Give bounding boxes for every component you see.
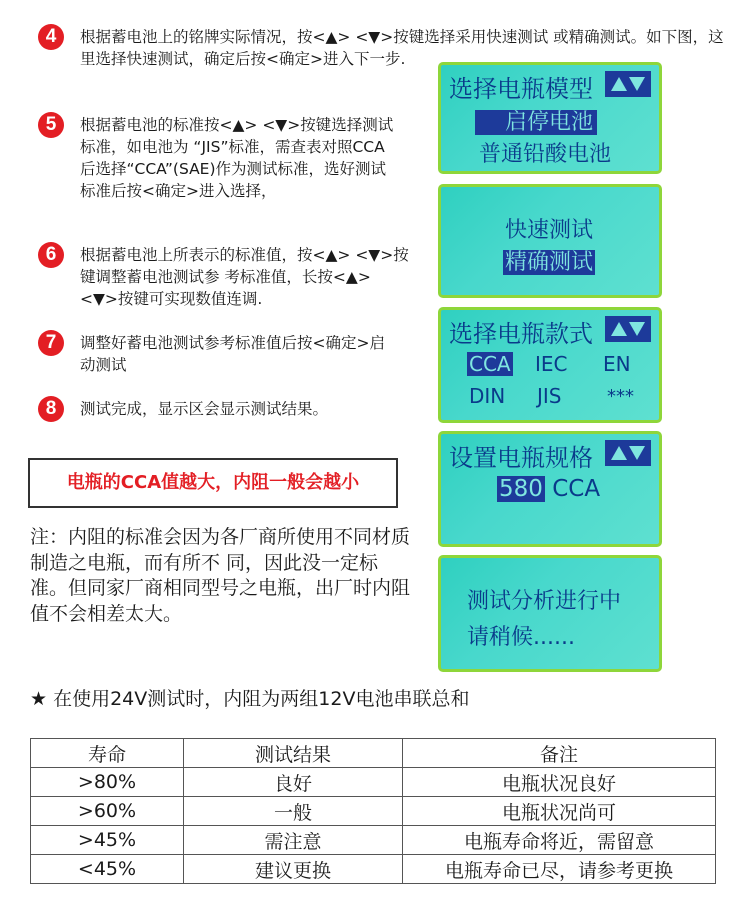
- table-header-row: [31, 739, 716, 768]
- table-cell: 电瓶寿命将近，需留意: [403, 826, 716, 855]
- step-text: 调整好蓄电池测试参考标准值后按<确定>启动测试: [80, 334, 385, 374]
- screen-title: 选择电瓶款式: [449, 320, 593, 348]
- step-text: 根据蓄电池上所表示的标准值，按<▲> <▼>按键调整蓄电池测试参 考标准值，长按<▲> <▼>按键可实现数值连调.: [80, 246, 409, 308]
- spec-unit: CCA: [552, 476, 601, 502]
- lcd-screen-standard: [438, 307, 662, 423]
- star-icon: ★: [30, 688, 48, 710]
- table-row: [31, 797, 716, 826]
- resistance-note: 注：内阻的标准会因为各厂商所使用不同材质制造之电瓶，而有所不 同，因此没一定标准。但同家厂商相同型号之电瓶，出厂时内阻值不会相差太大。: [30, 526, 411, 625]
- table-cell: 一般: [184, 797, 403, 826]
- up-down-icon: [605, 316, 651, 342]
- step-number-badge: 8: [38, 396, 64, 422]
- up-down-icon: [605, 440, 651, 466]
- spec-value: 580: [499, 476, 543, 502]
- step-number-badge: 5: [38, 112, 64, 138]
- screen-title: 选择电瓶模型: [449, 75, 593, 103]
- step-number-badge: 6: [38, 242, 64, 268]
- table-cell: >60%: [31, 797, 184, 826]
- step-text: 根据蓄电池的标准按<▲> <▼>按键选择测试标准，如电池为 “JIS”标准，需查表对照CCA后选择“CCA”(SAE)作为测试标准，选好测试 标准后按<确定>进入选择，: [80, 116, 394, 200]
- table-cell: >45%: [31, 826, 184, 855]
- table-cell: 需注意: [184, 826, 403, 855]
- step-text: 根据蓄电池上的铭牌实际情况，按<▲> <▼>按键选择采用快速测试 或精确测试。如下图，这里选择快速测试，确定后按<确定>进入下一步.: [80, 28, 724, 68]
- lcd-screen-model: [438, 62, 662, 174]
- std-cca-selected: CCA: [469, 352, 511, 376]
- result-table: [30, 738, 716, 884]
- table-cell: 电瓶状况尚可: [403, 797, 716, 826]
- std-jis: JIS: [537, 384, 562, 408]
- table-cell: 电瓶寿命已尽，请参考更换: [403, 855, 716, 884]
- lcd-screen-spec: [438, 431, 662, 547]
- table-cell: 建议更换: [184, 855, 403, 884]
- table-header: 寿命: [31, 739, 184, 768]
- table-cell: <45%: [31, 855, 184, 884]
- std-iec: IEC: [535, 352, 568, 376]
- step-text: 测试完成，显示区会显示测试结果。: [80, 400, 329, 418]
- table-row: [31, 826, 716, 855]
- option-quick-test: 快速测试: [505, 218, 594, 243]
- up-down-icon: [605, 71, 651, 97]
- screen-title: 设置电瓶规格: [449, 444, 593, 472]
- option-selected: 精确测试: [505, 250, 594, 275]
- std-more: ***: [607, 386, 634, 407]
- std-en: EN: [603, 352, 631, 376]
- table-row: [31, 768, 716, 797]
- table-cell: 良好: [184, 768, 403, 797]
- lcd-screen-mode: [438, 184, 662, 298]
- lcd-screen-analyzing: [438, 555, 662, 672]
- star-note-text: 在使用24V测试时，内阻为两组12V电池串联总和: [53, 688, 470, 710]
- cca-highlight-box: 电瓶的CCA值越大，内阻一般会越小: [28, 458, 398, 508]
- option-selected: 启停电池: [475, 110, 597, 135]
- please-wait-text: 请稍候......: [467, 625, 575, 650]
- table-cell: >80%: [31, 768, 184, 797]
- analyzing-text: 测试分析进行中: [467, 589, 622, 614]
- step-number-badge: 7: [38, 330, 64, 356]
- table-row: [31, 855, 716, 884]
- step-number-badge: 4: [38, 24, 64, 50]
- star-note: [30, 684, 469, 711]
- table-cell: 电瓶状况良好: [403, 768, 716, 797]
- option: 普通铅酸电池: [479, 142, 612, 167]
- table-header: 备注: [403, 739, 716, 768]
- table-header: 测试结果: [184, 739, 403, 768]
- std-din: DIN: [469, 384, 506, 408]
